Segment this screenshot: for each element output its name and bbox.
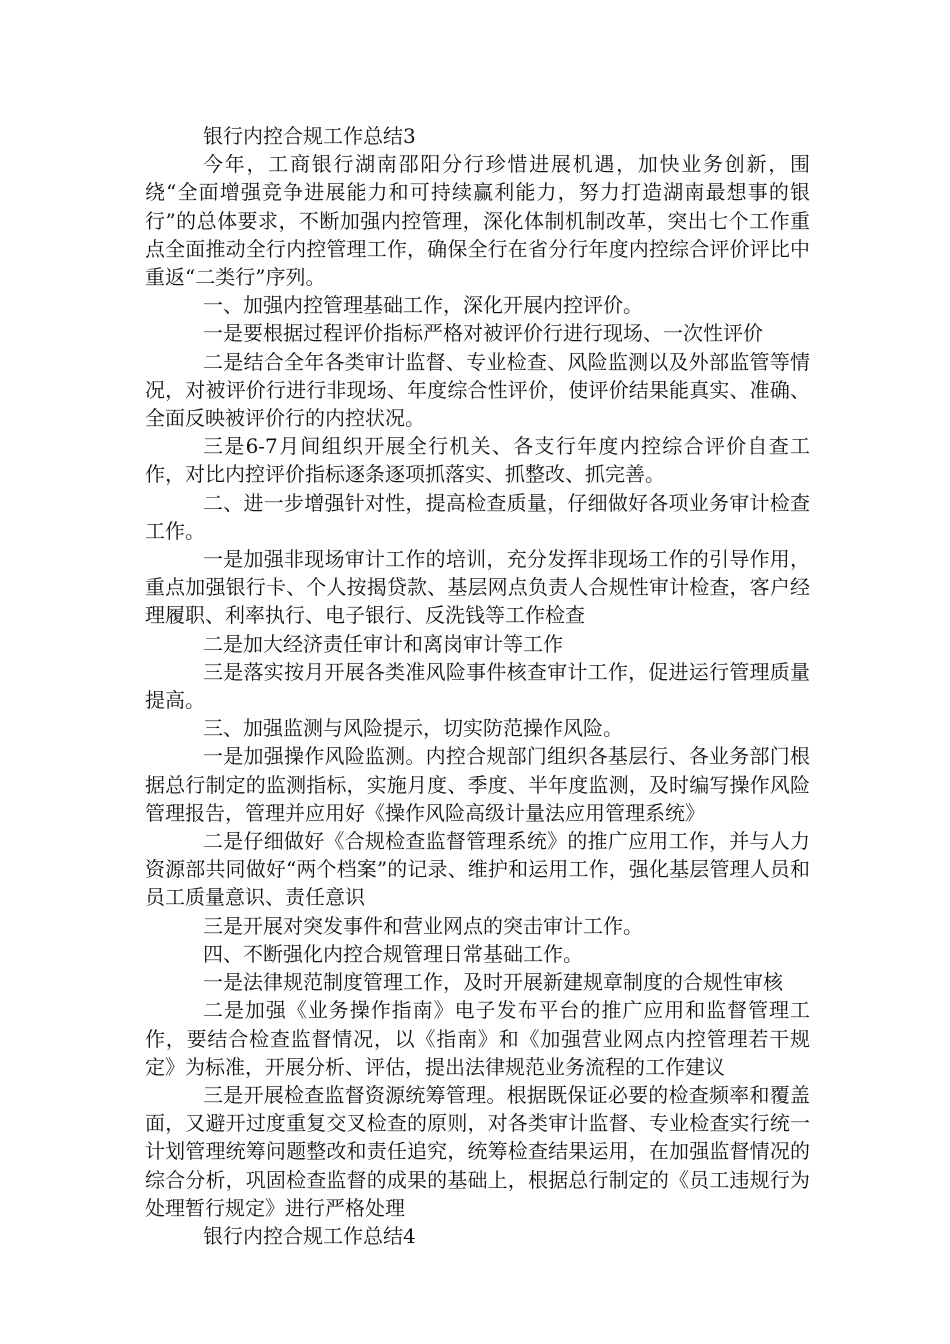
subsection-heading: 二、进一步增强针对性，提高检查质量，仔细做好各项业务审计检查工作。 <box>145 490 810 543</box>
paragraph: 二是结合全年各类审计监督、专业检查、风险监测以及外部监管等情况，对被评价行进行非现场、年度综合性评价，使评价结果能真实、准确、全面反映被评价行的内控状况。 <box>145 349 810 431</box>
section-heading: 银行内控合规工作总结4 <box>203 1223 416 1248</box>
subsection-heading: 四、不断强化内控合规管理日常基础工作。 <box>203 941 583 966</box>
paragraph: 一是法律规范制度管理工作，及时开展新建规章制度的合规性审核 <box>203 970 783 995</box>
paragraph: 一是要根据过程评价指标严格对被评价行进行现场、一次性评价 <box>203 321 763 346</box>
paragraph: 二是仔细做好《合规检查监督管理系统》的推广应用工作，并与人力资源部共同做好“两个档案”的记录、维护和运用工作，强化基层管理人员和员工质量意识、责任意识 <box>145 829 810 910</box>
paragraph: 三是6-7月间组织开展全行机关、各支行年度内控综合评价自查工作，对比内控评价指标逐条逐项抓落实、抓整改、抓完善。 <box>145 434 810 487</box>
paragraph: 一是加强非现场审计工作的培训，充分发挥非现场工作的引导作用，重点加强银行卡、个人按揭贷款、基层网点负责人合规性审计检查，客户经理履职、利率执行、电子银行、反洗钱等工作检查 <box>145 547 810 628</box>
document-body <box>145 122 810 1250</box>
subsection-heading: 一、加强内控管理基础工作，深化开展内控评价。 <box>203 293 643 318</box>
paragraph: 二是加强《业务操作指南》电子发布平台的推广应用和监督管理工作，要结合检查监督情况，以《指南》和《加强营业网点内控管理若干规定》为标准，开展分析、评估，提出法律规范业务流程的工作建议 <box>145 998 810 1079</box>
subsection-heading: 三、加强监测与风险提示，切实防范操作风险。 <box>203 716 623 741</box>
paragraph: 二是加大经济责任审计和离岗审计等工作 <box>203 631 563 656</box>
section-heading: 银行内控合规工作总结3 <box>203 124 416 148</box>
paragraph: 一是加强操作风险监测。内控合规部门组织各基层行、各业务部门根据总行制定的监测指标，实施月度、季度、半年度监测，及时编写操作风险管理报告，管理并应用好《操作风险高级计量法应用管理系统》 <box>145 744 810 825</box>
paragraph: 三是开展检查监督资源统筹管理。根据既保证必要的检查频率和覆盖面，又避开过度重复交叉检查的原则，对各类审计监督、专业检查实行统一计划管理统筹问题整改和责任追究，统筹检查结果运用，在加强监督情况的综合分析，巩固检查监督的成果的基础上，根据总行制定的《员工违规行为处理暂行规定》进行严格处理 <box>145 1082 810 1220</box>
paragraph: 三是落实按月开展各类准风险事件核查审计工作，促进运行管理质量提高。 <box>145 659 810 713</box>
paragraph: 今年，工商银行湖南邵阳分行珍惜进展机遇，加快业务创新，围绕“全面增强竞争进展能力和可持续赢利能力，努力打造湖南最想事的银行”的总体要求，不断加强内控管理，深化体制机制改革，突出七个工作重点全面推动全行内控管理工作，确保全行在省分行年度内控综合评价评比中重返“二类行”序列。 <box>145 152 810 290</box>
paragraph: 三是开展对突发事件和营业网点的突击审计工作。 <box>203 913 643 938</box>
